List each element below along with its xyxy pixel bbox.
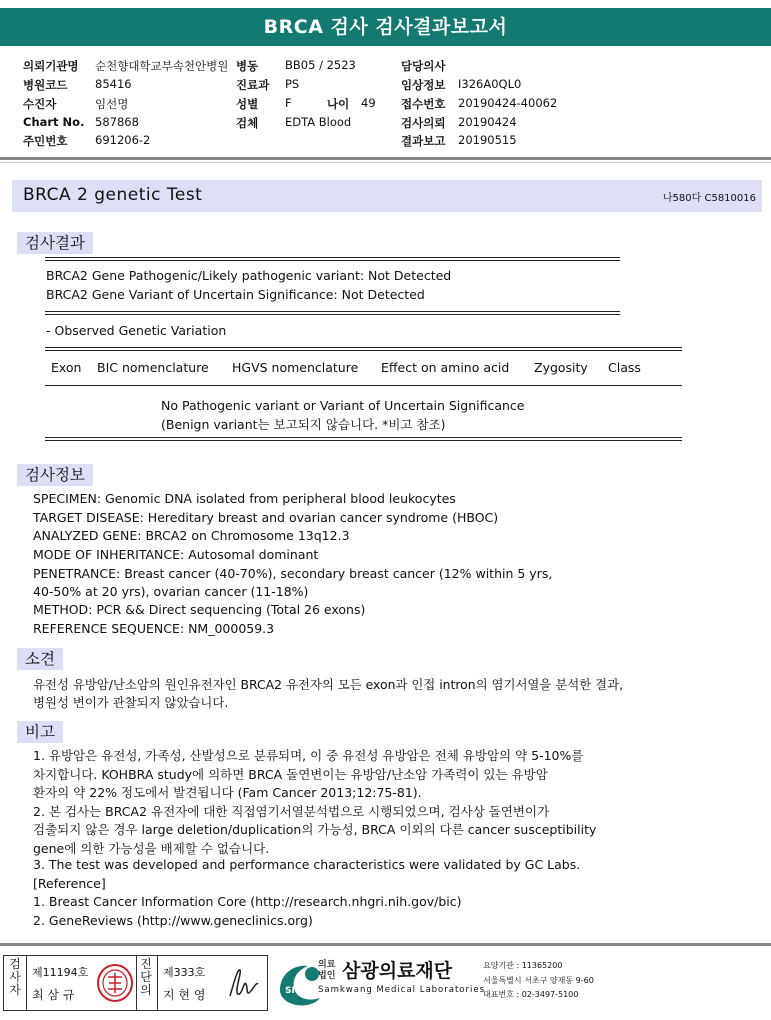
rrn-value: 691206-2 [95, 133, 151, 147]
remark-line: 환자의 약 22% 정도에서 발견됩니다 (Fam Cancer 2013;12:75-81). [33, 785, 422, 800]
patient-label: 수진자 [23, 97, 57, 111]
signature-box [3, 955, 268, 1011]
remarks-heading: 비고 [17, 721, 63, 743]
reference-heading: [Reference] [33, 876, 106, 891]
sex-label: 성별 [236, 97, 259, 111]
org-prefix-top: 의료 [318, 960, 336, 970]
col-exon: Exon [51, 360, 82, 375]
sig-divider [157, 956, 158, 1010]
test-info-heading: 검사정보 [17, 464, 93, 486]
receipt-value: 20190424-40062 [458, 96, 558, 110]
analyzed-gene-line: ANALYZED GENE: BRCA2 on Chromosome 13q12.3 [33, 528, 350, 543]
remark-line: 1. 유방암은 유전성, 가족성, 산발성으로 분류되며, 이 중 유전성 유방암은 전체 유방암의 약 5-10%를 [33, 748, 584, 763]
specimen-value: EDTA Blood [285, 115, 352, 129]
inheritance-line: MODE OF INHERITANCE: Autosomal dominant [33, 547, 319, 562]
table-rule-header [45, 385, 682, 386]
request-date-label: 검사의뢰 [401, 116, 446, 130]
sex-value: F [285, 96, 292, 110]
report-date-value: 20190515 [458, 133, 517, 147]
remark-line: 차지합니다. KOHBRA study에 의하면 BRCA 돌연변이는 유방암/난소암 가족력이 있는 유방암 [33, 767, 548, 782]
penetrance-line: PENETRANCE: Breast cancer (40-70%), secondary breast cancer (12% within 5 yrs, [33, 566, 553, 581]
tester-seal-icon [96, 963, 134, 1003]
col-effect: Effect on amino acid [381, 360, 510, 375]
opinion-heading: 소견 [17, 648, 63, 670]
institution-label: 의뢰기관명 [23, 59, 79, 73]
institution-value: 순천향대학교부속천안병원 [95, 59, 229, 73]
test-title: BRCA 2 genetic Test [23, 185, 203, 205]
request-date-value: 20190424 [458, 115, 517, 129]
confirmer-label: 진단의 [140, 957, 152, 997]
department-label: 진료과 [236, 78, 270, 92]
department-value: PS [285, 77, 300, 91]
rrn-label: 주민번호 [23, 134, 68, 148]
result-rule-top-2 [45, 260, 620, 261]
sig-divider [136, 956, 137, 1010]
col-class: Class [608, 360, 641, 375]
age-value: 49 [361, 96, 376, 110]
col-hgvs: HGVS nomenclature [232, 360, 359, 375]
footer-divider [0, 943, 771, 946]
doctor-label: 담당의사 [401, 59, 446, 73]
specimen-line: SPECIMEN: Genomic DNA isolated from peripheral blood leukocytes [33, 491, 456, 506]
chart-no-label: Chart No. [23, 115, 85, 129]
penetrance-line-cont: 40-50% at 20 yrs), ovarian cancer (11-18%) [33, 584, 309, 599]
result-heading: 검사결과 [17, 232, 93, 254]
contact-phone: 대표번호 : 02-3497-5100 [483, 990, 579, 999]
tester-name: 최 삼 규 [32, 988, 75, 1002]
report-date-label: 결과보고 [401, 134, 446, 148]
hospital-code-label: 병원코드 [23, 78, 68, 92]
receipt-label: 접수번호 [401, 97, 446, 111]
report-footer [0, 952, 771, 1020]
clinical-info-value: I326A0QL0 [458, 77, 522, 91]
logo-text: SML [285, 986, 307, 996]
remark-line: gene에 의한 가능성을 배제할 수 없습니다. [33, 841, 270, 856]
hospital-code-value: 85416 [95, 77, 132, 91]
reference-sequence-line: REFERENCE SEQUENCE: NM_000059.3 [33, 621, 275, 636]
org-english: Samkwang Medical Laboratories [318, 985, 486, 995]
table-rule-top [45, 347, 682, 348]
observed-variation-label: - Observed Genetic Variation [46, 323, 227, 338]
reference-item: 1. Breast Cancer Information Core (http://research.nhgri.nih.gov/bic) [33, 894, 462, 909]
method-line: METHOD: PCR && Direct sequencing (Total 26 exons) [33, 602, 366, 617]
confirmer-name: 지 현 영 [163, 988, 206, 1002]
patient-value: 임선명 [95, 97, 129, 111]
sig-divider [26, 956, 27, 1010]
patient-info-block [0, 55, 771, 155]
remark-line: 2. 본 검사는 BRCA2 유전자에 대한 직접염기서열분석법으로 시행되었으며, 검사상 돌연변이가 [33, 804, 550, 819]
result-rule-bottom-2 [45, 314, 620, 315]
target-disease-line: TARGET DISEASE: Hereditary breast and ovarian cancer syndrome (HBOC) [33, 510, 499, 525]
ward-label: 병동 [236, 59, 259, 73]
confirmer-signature-icon [224, 962, 262, 1004]
table-rule-top-2 [45, 350, 682, 351]
info-divider [0, 157, 771, 160]
specimen-label: 검체 [236, 116, 259, 130]
ward-value: BB05 / 2523 [285, 58, 356, 72]
opinion-line-2: 병원성 변이가 관찰되지 않았습니다. [33, 695, 229, 710]
clinical-info-label: 임상정보 [401, 78, 446, 92]
result-rule-top [45, 257, 620, 258]
remark-line: 3. The test was developed and performance characteristics were validated by GC Labs. [33, 857, 581, 872]
test-code: 나580다 C5810016 [662, 193, 756, 204]
reference-item: 2. GeneReviews (http://www.geneclinics.org) [33, 913, 313, 928]
remark-line: 검출되지 않은 경우 large deletion/duplication의 가능성, BRCA 이외의 다른 cancer susceptibility [33, 822, 597, 837]
col-zygosity: Zygosity [534, 360, 588, 375]
tester-license: 제11194호 [32, 966, 89, 979]
benign-note: (Benign variant는 보고되지 않습니다. *비고 참조) [161, 417, 446, 432]
confirmer-license: 제333호 [163, 966, 206, 979]
age-label: 나이 [327, 97, 350, 111]
org-prefix-bottom: 법인 [318, 971, 336, 981]
contact-code: 요양기관 : 11365200 [483, 961, 563, 970]
opinion-line-1: 유전성 유방암/난소암의 원인유전자인 BRCA2 유전자의 모든 exon과 인접 intron의 염기서열을 분석한 결과, [33, 677, 624, 692]
col-bic: BIC nomenclature [97, 360, 209, 375]
result-rule-bottom [45, 311, 620, 312]
org-name: 삼광의료재단 [342, 960, 453, 982]
pathogenic-result: BRCA2 Gene Pathogenic/Likely pathogenic variant: Not Detected [46, 268, 452, 283]
table-rule-bottom [45, 437, 682, 438]
info-divider-thin [0, 162, 771, 163]
tester-label: 검사자 [9, 957, 21, 997]
vus-result: BRCA2 Gene Variant of Uncertain Significance: Not Detected [46, 287, 425, 302]
table-rule-bottom-2 [45, 440, 682, 441]
report-title: BRCA 검사 검사결과보고서 [0, 8, 771, 46]
contact-address: 서울특별시 서초구 양재동 9-60 [483, 976, 594, 985]
no-variant-note: No Pathogenic variant or Variant of Uncertain Significance [161, 398, 525, 413]
test-title-bar [12, 180, 762, 212]
chart-no-value: 587868 [95, 115, 139, 129]
